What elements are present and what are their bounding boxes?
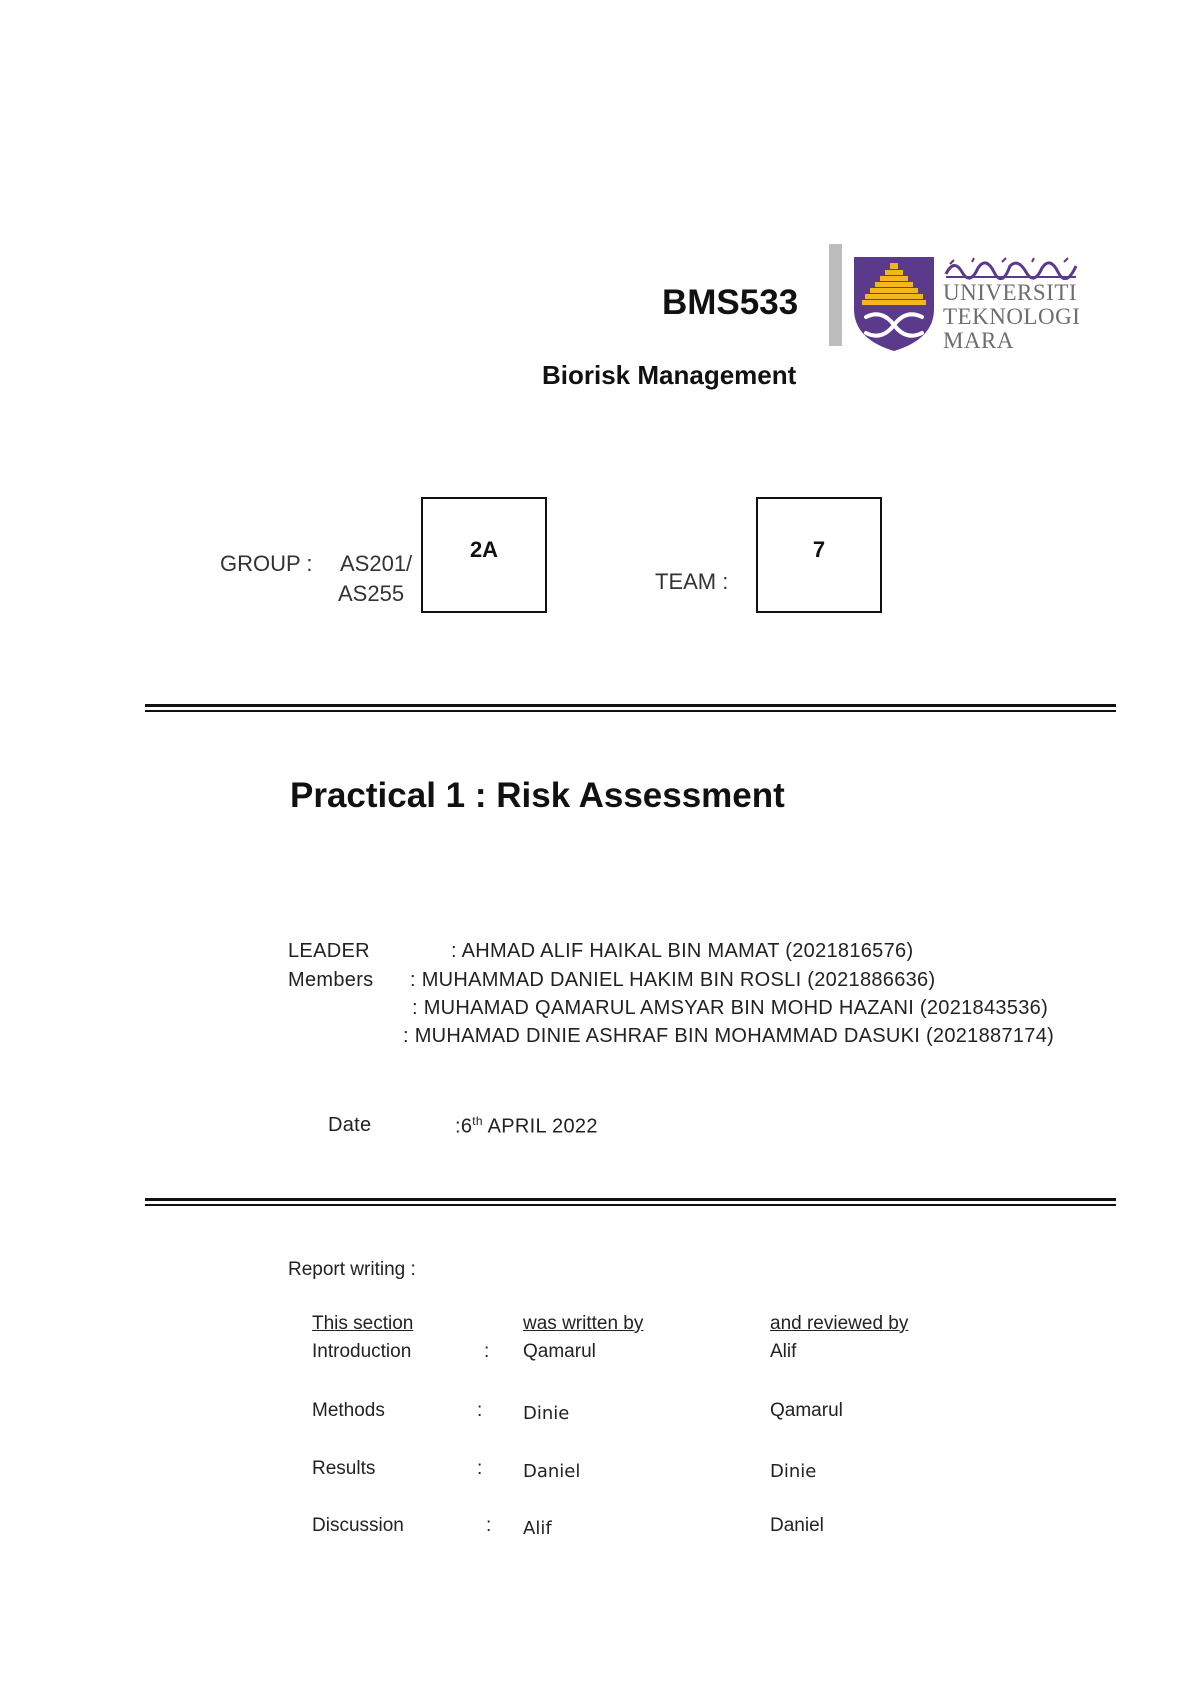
logo-divider-bar [829,244,842,346]
col-header-reviewed: and reviewed by [770,1313,909,1334]
logo-text-teknologi: TEKNOLOGI [943,304,1081,329]
logo-text-universiti: UNIVERSITI [943,280,1078,305]
uitm-shield-logo [852,255,936,353]
divider-rule [145,1204,1116,1206]
reviewed-by: Qamarul [770,1400,843,1421]
divider-rule [145,710,1116,712]
member-name: : MUHAMAD DINIE ASHRAF BIN MOHAMMAD DASUKI (2021887174) [403,1025,1055,1047]
section-name: Discussion [312,1515,404,1536]
reviewed-by: Alif [770,1341,797,1362]
group-label: GROUP : [220,551,313,576]
reviewed-by: Daniel [770,1515,824,1536]
document-title: Practical 1 : Risk Assessment [290,776,785,815]
written-by: Alif [523,1518,552,1539]
written-by: Daniel [523,1461,581,1482]
member-name: : MUHAMAD QAMARUL AMSYAR BIN MOHD HAZANI (2021843536) [412,997,1049,1019]
divider-rule [145,704,1116,707]
leader-name: : AHMAD ALIF HAIKAL BIN MAMAT (2021816576) [451,940,914,962]
logo-text-mara: MARA [943,328,1015,353]
group-code-line1: AS201/ [340,551,413,576]
section-name: Results [312,1458,376,1479]
section-name: Introduction [312,1341,412,1362]
course-name: Biorisk Management [542,360,797,390]
course-code: BMS533 [662,283,799,322]
team-box [756,497,882,613]
col-header-section: This section [312,1313,414,1334]
date-label: Date [328,1114,372,1136]
team-box-value: 7 [812,537,826,562]
row-colon: : [486,1515,492,1536]
row-colon: : [477,1458,483,1479]
jawi-script-emblem [944,254,1078,280]
group-code-line2: AS255 [338,581,405,606]
team-label: TEAM : [655,569,729,594]
section-name: Methods [312,1400,385,1421]
date-value: :6th APRIL 2022 [455,1114,598,1138]
written-by: Qamarul [523,1341,596,1362]
reviewed-by: Dinie [770,1461,817,1482]
row-colon: : [477,1400,483,1421]
group-box-value: 2A [469,537,499,562]
members-label: Members [288,969,374,991]
col-header-written: was written by [523,1313,644,1334]
report-heading: Report writing : [288,1259,416,1280]
row-colon: : [484,1341,490,1362]
member-name: : MUHAMMAD DANIEL HAKIM BIN ROSLI (2021886636) [410,969,936,991]
leader-label: LEADER [288,940,370,962]
divider-rule [145,1198,1116,1201]
written-by: Dinie [523,1403,570,1424]
group-box [421,497,547,613]
